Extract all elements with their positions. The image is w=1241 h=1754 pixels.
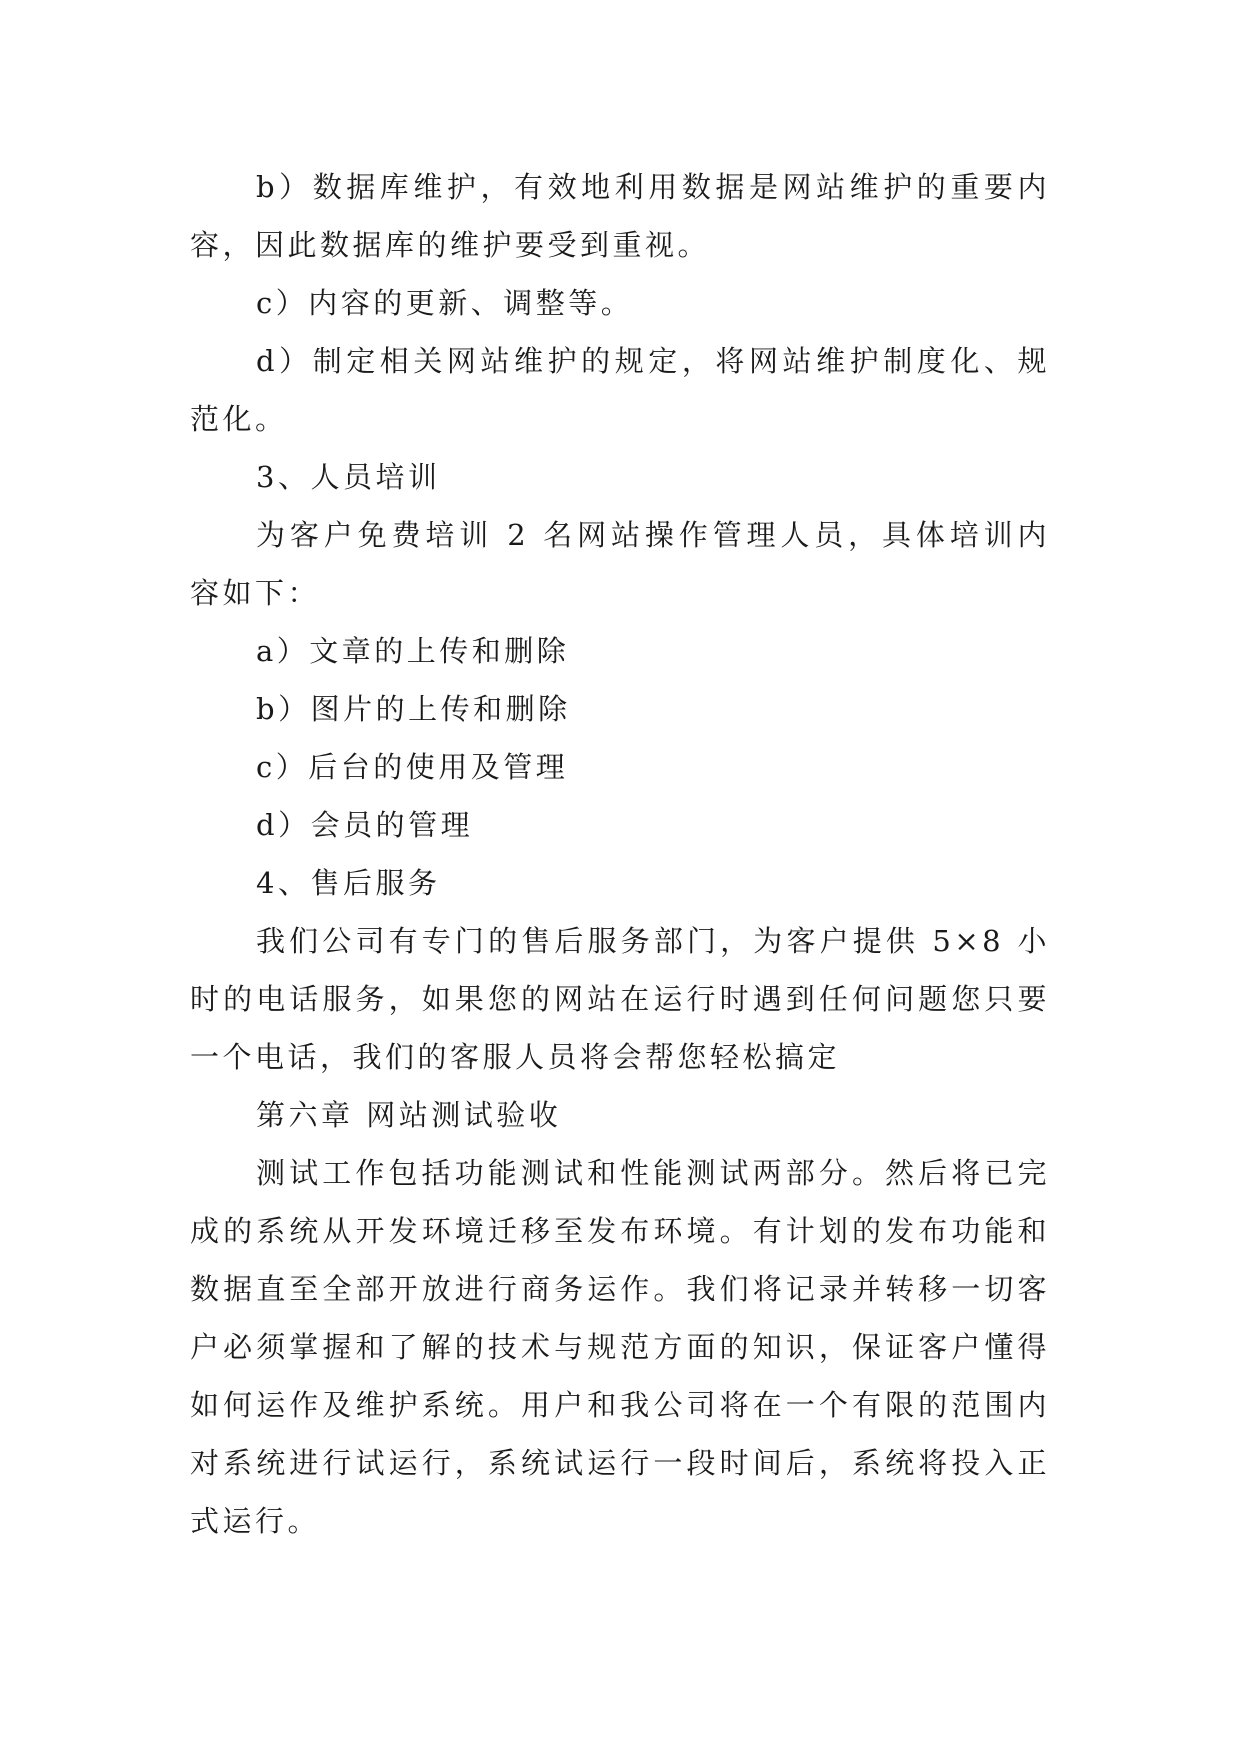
list-item-backend-usage: c）后台的使用及管理 [256,750,569,784]
paragraph-after-sales: 我们公司有专门的售后服务部门，为客户提供 5×8 小时的电话服务，如果您的网站在运行时遇到任何问题您只要一个电话，我们的客服人员将会帮您轻松搞定 [190,924,1050,1074]
section-heading-staff-training: 3、人员培训 [256,460,441,494]
list-item-member-management: d）会员的管理 [256,808,474,842]
list-item-article-upload: a）文章的上传和删除 [256,634,570,668]
paragraph-testing: 测试工作包括功能测试和性能测试两部分。然后将已完成的系统从开发环境迁移至发布环境。有计划的发布功能和数据直至全部开放进行商务运作。我们将记录并转移一切客户必须掌握和了解的技术与规范方面的知识，保证客户懂得如何运作及维护系统。用户和我公司将在一个有限的范围内对系统进行试运行，系统试运行一段时间后，系统将投入正式运行。 [190,1156,1050,1538]
paragraph-training-intro: 为客户免费培训 2 名网站操作管理人员，具体培训内容如下： [190,518,1050,610]
chapter-heading-testing: 第六章 网站测试验收 [256,1098,562,1132]
list-item-database-maintenance: b）数据库维护，有效地利用数据是网站维护的重要内容，因此数据库的维护要受到重视。 [190,170,1050,262]
section-heading-after-sales: 4、售后服务 [256,866,441,900]
list-item-image-upload: b）图片的上传和删除 [256,692,571,726]
list-item-maintenance-rules: d）制定相关网站维护的规定，将网站维护制度化、规范化。 [190,344,1050,436]
document-body [190,158,1050,1550]
list-item-content-update: c）内容的更新、调整等。 [256,286,634,320]
